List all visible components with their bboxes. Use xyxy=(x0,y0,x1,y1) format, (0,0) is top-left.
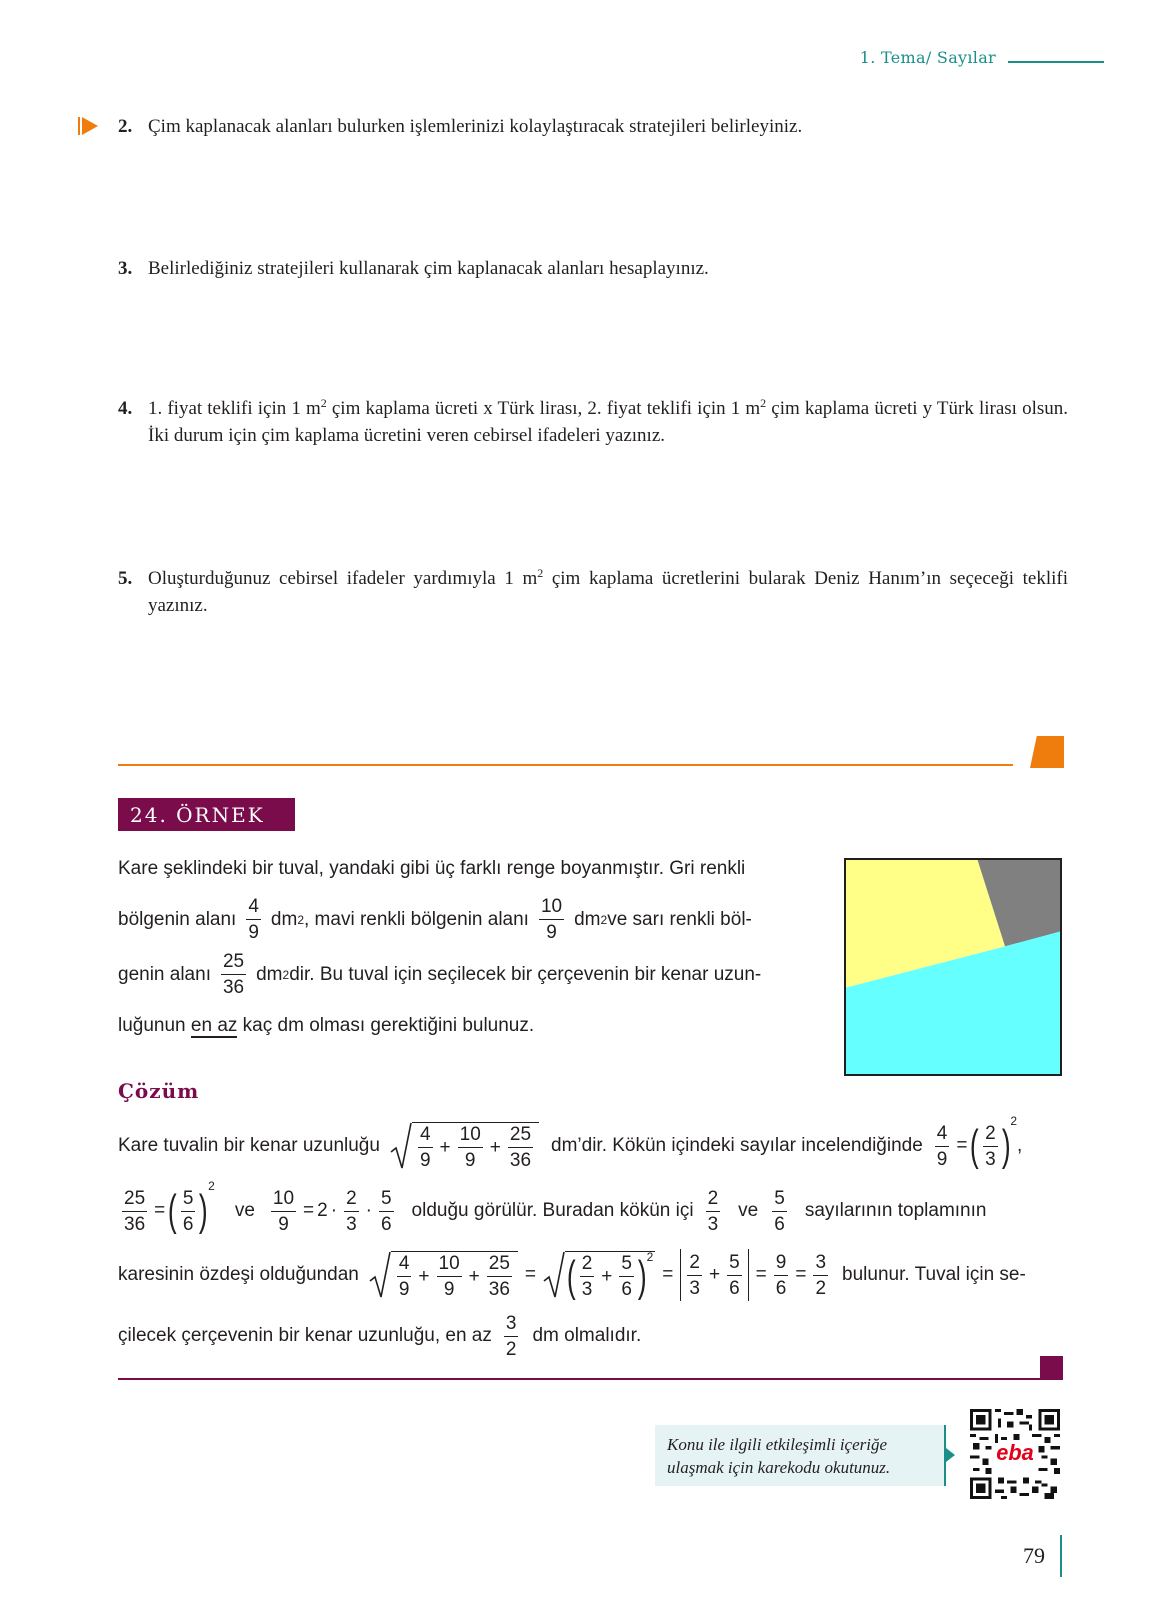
square-root: $\frac{4}{9}$ + $\frac{10}{9}$ + $\frac{25}{36}$ xyxy=(390,1122,539,1170)
question-number: 3. xyxy=(118,258,133,279)
question-number: 5. xyxy=(118,568,133,589)
solution-line-3: karesinin özdeşi olduğundan $\frac{4}{9}$ + $\frac{10}{9}$ + $\frac{25}{36}$ = ( $\frac{2}{3}$ + $\frac{5}{6}$ ) 2 = $\frac{2}{3}$ + $\frac{5}{6}$ = $\frac{9}{6}$ = $\frac{3}{2}$ bulunur. Tuval için se- xyxy=(118,1250,1026,1301)
blue-area-fraction: $\frac{10}{9}$ xyxy=(540,896,563,943)
example-line-2: bölgenin alanı $\frac{4}{9}$ dm 2 , mavi renkli bölgenin alanı $\frac{10}{9}$ dm 2 ve sarı renkli böl- xyxy=(118,896,752,943)
solution-line-1: Kare tuvalin bir kenar uzunluğu $\frac{4}{9}$ + $\frac{10}{9}$ + $\frac{25}{36}$ dm’dir. Kökün içindeki sayılar incelendiğinde $\frac{4}{9}$ = ( $\frac{2}{3}$ ) 2 , xyxy=(118,1114,1023,1171)
section-divider xyxy=(118,764,1013,766)
question-text: Oluşturduğunuz cebirsel ifadeler yardımıyla 1 $m^2$ çim kaplama ücretlerini bularak Deniz Hanım’ın seçeceği teklifi yazınız. xyxy=(148,566,1068,616)
eba-logo: eba xyxy=(996,1440,1034,1466)
question-3 xyxy=(118,255,1068,282)
page-number: 79 xyxy=(1023,1543,1045,1568)
question-number: 4. xyxy=(118,398,133,419)
header-rule xyxy=(1008,61,1104,63)
section-tab xyxy=(1030,736,1064,768)
radical-sign-icon xyxy=(390,1122,412,1170)
example-line-4: luğunun en az kaç dm olması gerektiğini bulunuz. xyxy=(118,1015,535,1036)
gray-area-fraction: $\frac{4}{9}$ xyxy=(248,896,259,943)
example-line-3: genin alanı $\frac{25}{36}$ dm 2 dir. Bu tuval için seçilecek bir çerçevenin bir kenar uzun- xyxy=(118,951,762,998)
question-text: Çim kaplanacak alanları bulurken işlemlerinizi kolaylaştıracak stratejileri belirleyiniz. xyxy=(148,116,803,137)
square-root: $\frac{4}{9}$ + $\frac{10}{9}$ + $\frac{25}{36}$ xyxy=(369,1251,518,1299)
arrow-bar xyxy=(78,117,80,135)
end-marker xyxy=(1040,1356,1063,1380)
example-line-1: Kare şeklindeki bir tuval, yandaki gibi üç farklı renge boyanmıştır. Gri renkli xyxy=(118,858,746,879)
yellow-area-fraction: $\frac{25}{36}$ xyxy=(222,951,245,998)
header-title: 1. Tema/ Sayılar xyxy=(859,48,996,67)
question-text: 1. fiyat teklifi için 1 $m^2$ çim kaplama ücreti x Türk lirası, 2. fiyat teklifi için 1 $m^2$ çim kaplama ücreti y Türk lirası olsun. İki durum için çim kaplama ücretini veren cebirsel ifadeleri yazınız. xyxy=(148,396,1068,446)
radical-sign-icon xyxy=(543,1251,565,1299)
qr-code-icon[interactable] xyxy=(970,1409,1060,1499)
square-root: ( $\frac{2}{3}$ + $\frac{5}{6}$ ) 2 xyxy=(543,1251,655,1299)
solution-divider xyxy=(118,1378,1046,1380)
question-4 xyxy=(118,395,1068,449)
page-number-bar xyxy=(1060,1535,1062,1577)
solution-title: Çözüm xyxy=(118,1079,200,1103)
absolute-value: $\frac{2}{3}$ + $\frac{5}{6}$ xyxy=(680,1249,748,1301)
question-2 xyxy=(118,113,1068,140)
pointer-arrow-icon xyxy=(946,1448,955,1462)
painted-canvas-figure xyxy=(844,858,1062,1076)
emphasis-underline: en az xyxy=(190,1015,238,1036)
play-arrow-icon xyxy=(82,117,98,135)
radical-sign-icon xyxy=(369,1251,391,1299)
question-number: 2. xyxy=(118,116,133,137)
solution-line-4: çilecek çerçevenin bir kenar uzunluğu, en az $\frac{3}{2}$ dm olmalıdır. xyxy=(118,1312,642,1360)
question-5 xyxy=(118,565,1068,619)
qr-note-line: Konu ile ilgili etkileşimli içeriğe xyxy=(667,1435,888,1454)
qr-note-line: ulaşmak için karekodu okutunuz. xyxy=(667,1458,891,1477)
example-banner: 24. ÖRNEK xyxy=(118,798,295,831)
running-header xyxy=(860,48,1104,67)
solution-line-2: $\frac{25}{36}$ = ( $\frac{5}{6}$ ) 2 ve $\frac{10}{9}$ = 2 · $\frac{2}{3}$ · $\frac{5}{6}$ olduğu görülür. Buradan kökün içi $\frac{2}{3}$ ve $\frac{5}{6}$ sayılarının toplamının xyxy=(124,1179,987,1235)
question-text: Belirlediğiniz stratejileri kullanarak çim kaplanacak alanları hesaplayınız. xyxy=(148,258,709,279)
qr-note xyxy=(655,1425,946,1486)
